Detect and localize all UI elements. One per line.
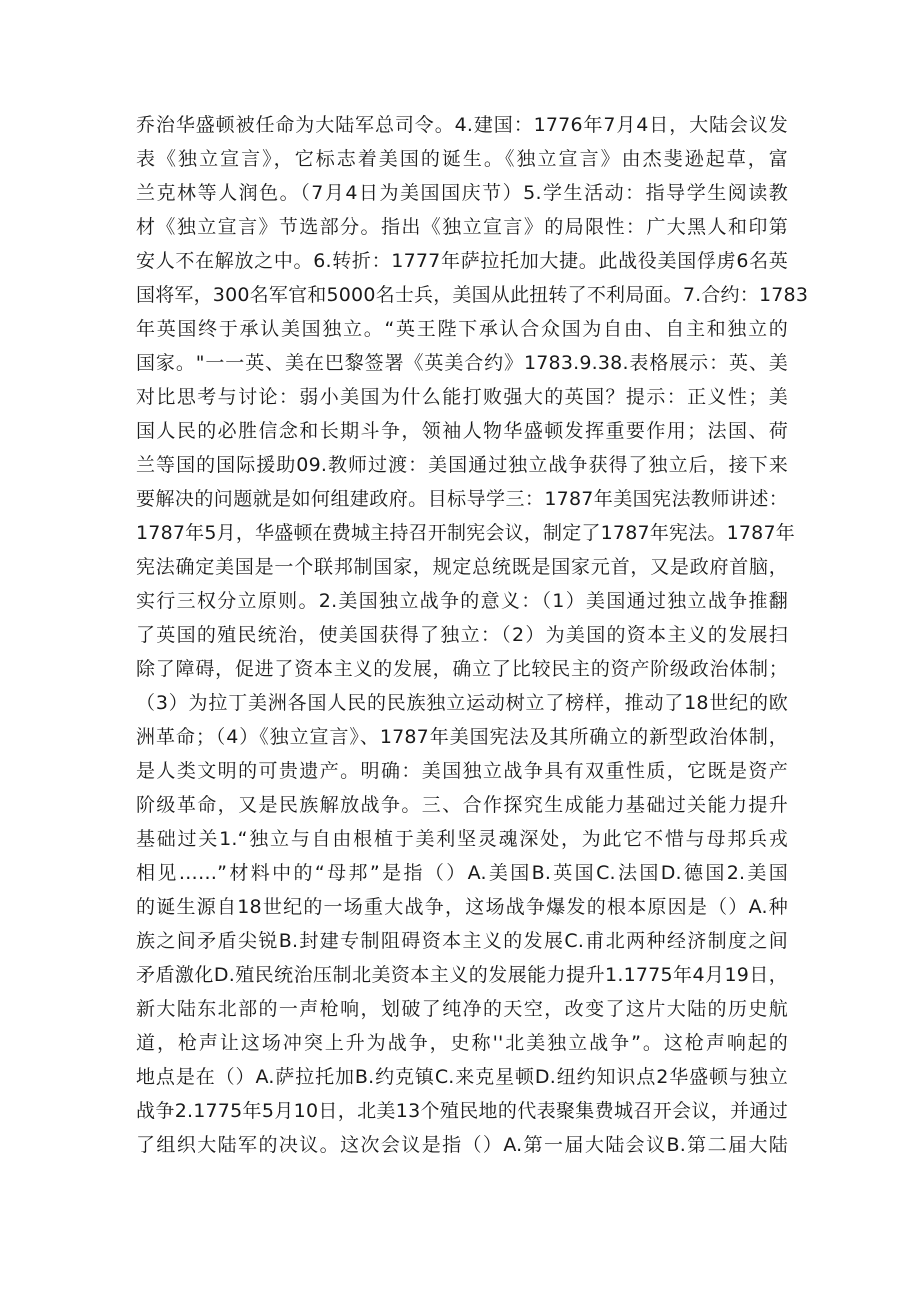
text-line: 族之间矛盾尖锐B.封建专制阻碍资本主义的发展C.甫北两种经济制度之间 [136, 930, 788, 952]
text-line: 的诞生源自18世纪的一场重大战争，这场战争爆发的根本原因是（）A.种 [136, 896, 788, 918]
text-line: 了英国的殖民统治，使美国获得了独立：（2）为美国的资本主义的发展扫 [136, 624, 788, 646]
text-line: 洲革命；（4）《独立宣言》、1787年美国宪法及其所确立的新型政治体制， [136, 726, 788, 748]
text-line: 乔治华盛顿被任命为大陆军总司令。4.建国：1776年7月4日，大陆会议发 [136, 114, 788, 136]
text-line: 战争2.1775年5月10日，北美13个殖民地的代表聚集费城召开会议，并通过 [136, 1100, 788, 1122]
text-line: 1787年5月，华盛顿在费城主持召开制宪会议，制定了1787年宪法。1787年 [136, 522, 795, 544]
text-line: 国人民的必胜信念和长期斗争，领袖人物华盛顿发挥重要作用；法国、荷 [136, 420, 788, 442]
text-line: 对比思考与讨论：弱小美国为什么能打败强大的英国？提示：正义性；美 [136, 386, 788, 408]
text-line: 了组织大陆军的决议。这次会议是指（）A.第一届大陆会议B.第二届大陆 [136, 1134, 788, 1156]
text-line: 宪法确定美国是一个联邦制国家，规定总统既是国家元首，又是政府首脑， [136, 556, 788, 578]
text-line: 要解决的问题就是如何组建政府。目标导学三：1787年美国宪法教师讲述： [136, 488, 788, 510]
text-line: 兰等国的国际援助09.教师过渡：美国通过独立战争获得了独立后，接下来 [136, 454, 788, 476]
text-line: 矛盾激化D.殖民统治压制北美资本主义的发展能力提升1.1775年4月19日， [136, 964, 788, 986]
text-line: 国家。"一一英、美在巴黎签署《英美合约》1783.9.38.表格展示：英、美 [136, 352, 788, 374]
text-line: 材《独立宣言》节选部分。指出《独立宣言》的局限性：广大黑人和印第 [136, 216, 788, 238]
text-line: 安人不在解放之中。6.转折：1777年萨拉托加大捷。此战役美国俘虏6名英 [136, 250, 788, 272]
body-text [136, 108, 809, 1162]
text-line: 国将军，300名军官和5000名士兵，美国从此扭转了不利局面。7.合约：1783 [136, 284, 809, 306]
text-line: 相见……”材料中的“母邦”是指（）A.美国B.英国C.法国D.德国2.美国 [136, 862, 788, 884]
text-line: 是人类文明的可贵遗产。明确：美国独立战争具有双重性质，它既是资产 [136, 760, 788, 782]
text-line: 年英国终于承认美国独立。“英王陛下承认合众国为自由、自主和独立的 [136, 318, 788, 340]
text-line: （3）为拉丁美洲各国人民的民族独立运动树立了榜样，推动了18世纪的欧 [136, 692, 788, 714]
text-line: 表《独立宣言》，它标志着美国的诞生。《独立宣言》由杰斐逊起草，富 [136, 148, 788, 170]
text-line: 道，枪声让这场冲突上升为战争，史称''北美独立战争”。这枪声响起的 [136, 1032, 788, 1054]
text-line: 除了障碍，促进了资本主义的发展，确立了比较民主的资产阶级政治体制； [136, 658, 788, 680]
text-line: 兰克林等人润色。（7月4日为美国国庆节）5.学生活动：指导学生阅读教 [136, 182, 788, 204]
text-line: 实行三权分立原则。2.美国独立战争的意义：（1）美国通过独立战争推翻 [136, 590, 788, 612]
text-line: 新大陆东北部的一声枪响，划破了纯净的天空，改变了这片大陆的历史航 [136, 998, 788, 1020]
text-line: 地点是在（）A.萨拉托加B.约克镇C.来克星顿D.纽约知识点2华盛顿与独立 [136, 1066, 788, 1088]
text-line: 阶级革命，又是民族解放战争。三、合作探究生成能力基础过关能力提升 [136, 794, 788, 816]
text-line: 基础过关1.“独立与自由根植于美利坚灵魂深处，为此它不惜与母邦兵戎 [136, 828, 788, 850]
